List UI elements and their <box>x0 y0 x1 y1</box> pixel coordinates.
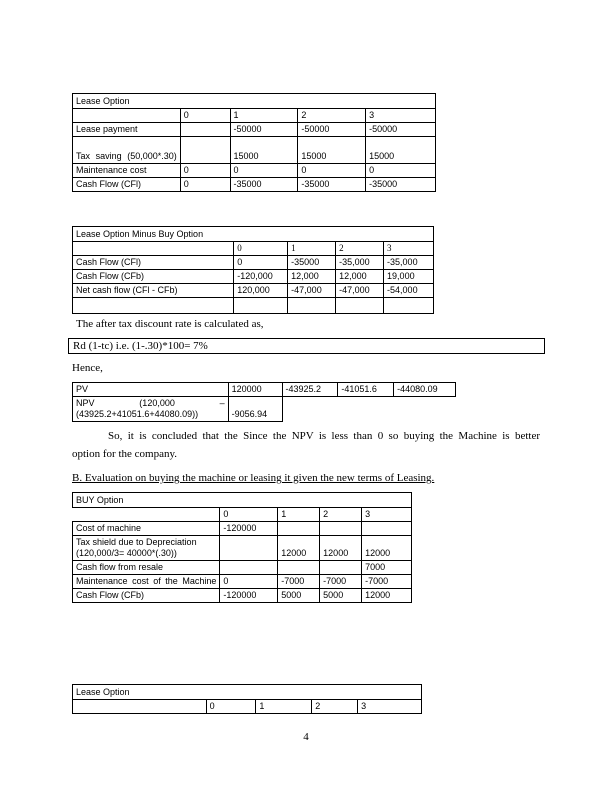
lease-minus-buy-table <box>72 226 434 314</box>
table-row: Lease payment -50000 -50000 -50000 <box>73 123 436 137</box>
table-row: Tax saving (50,000*.30) 15000 15000 15000 <box>73 137 436 164</box>
discount-intro-text: The after tax discount rate is calculated as, <box>76 318 264 330</box>
table-row: Cost of machine -120000 <box>73 522 412 536</box>
table-row: Cash Flow (CFb) -120000 5000 5000 12000 <box>73 589 412 603</box>
table-header-row: 0 1 2 3 <box>73 242 434 256</box>
table-row: Cash Flow (CFl) 0 -35000 -35000 -35000 <box>73 178 436 192</box>
table-row: Cash Flow (CFl) 0 -35000 -35,000 -35,000 <box>73 256 434 270</box>
discount-formula-box: Rd (1-tc) i.e. (1-.30)*100= 7% <box>68 338 545 354</box>
table-row: Maintenance cost 0 0 0 0 <box>73 164 436 178</box>
table-title: Lease Option <box>73 94 436 109</box>
table-row: Tax shield due to Depreciation (120,000/3= 40000*(.30)) 12000 12000 12000 <box>73 536 412 561</box>
table-row: Maintenance cost of the Machine 0 -7000 -7000 -7000 <box>73 575 412 589</box>
table-row: Net cash flow (CFl - CFb) 120,000 -47,000 -47,000 -54,000 <box>73 284 434 298</box>
pv-npv-table <box>72 382 456 422</box>
table-row: Cash flow from resale 7000 <box>73 561 412 575</box>
table-title: Lease Option Minus Buy Option <box>73 227 434 242</box>
buy-option-table <box>72 492 412 603</box>
conclusion-line-2: option for the company. <box>72 448 177 460</box>
table-header-row: 0 1 2 3 <box>73 508 412 522</box>
table-row: NPV (120,000 – (43925.2+41051.6+44080.09)) -9056.94 <box>73 397 456 422</box>
table-row: PV 120000 -43925.2 -41051.6 -44080.09 <box>73 383 456 397</box>
conclusion-line-1: So, it is concluded that the Since the NPV is less than 0 so buying the Machine is better <box>108 430 540 442</box>
lease-option-table <box>72 93 436 192</box>
table-title: BUY Option <box>73 493 412 508</box>
table-row: Cash Flow (CFb) -120,000 12,000 12,000 19,000 <box>73 270 434 284</box>
table-header-row: 0 1 2 3 <box>73 700 422 714</box>
page-number: 4 <box>303 731 309 743</box>
section-b-heading: B. Evaluation on buying the machine or leasing it given the new terms of Leasing. <box>72 472 435 484</box>
lease-option-table-2 <box>72 684 422 714</box>
table-title: Lease Option <box>73 685 422 700</box>
table-header-row: 0 1 2 3 <box>73 109 436 123</box>
hence-text: Hence, <box>72 362 103 374</box>
table-row <box>73 298 434 314</box>
